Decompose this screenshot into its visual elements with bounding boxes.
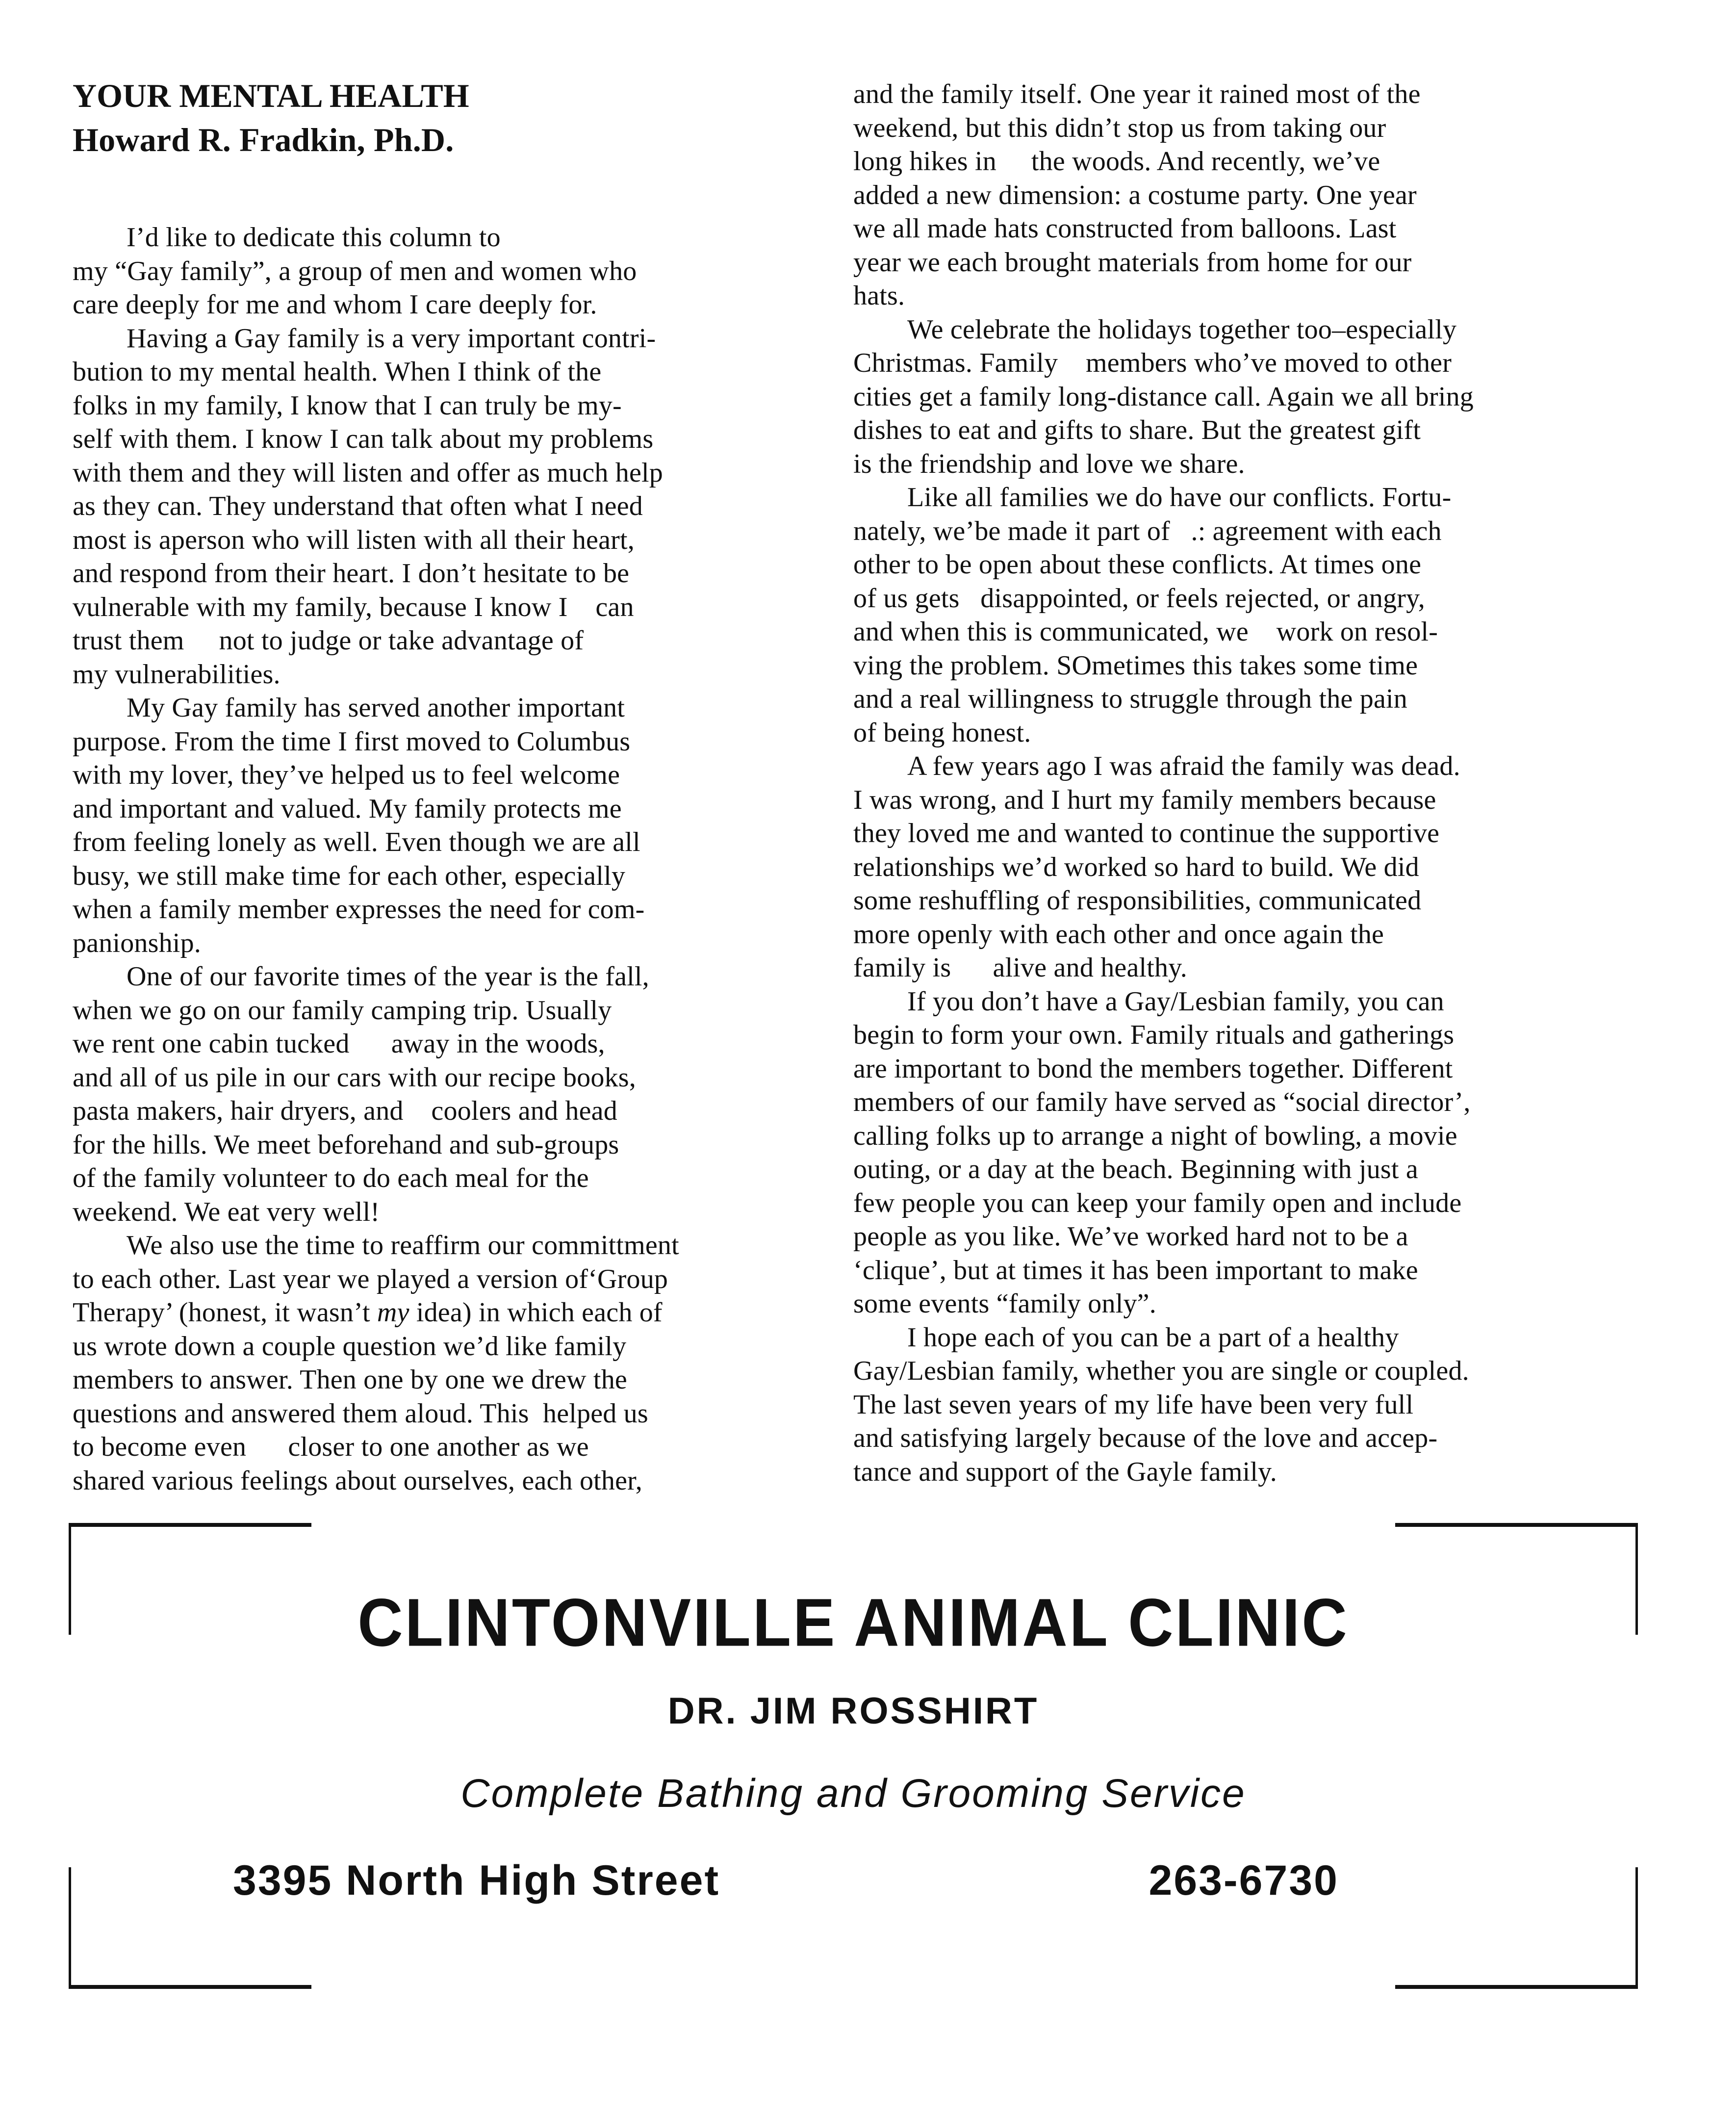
article-text-line: outing, or a day at the beach. Beginning with just a — [853, 1154, 1418, 1185]
article-text-line: my “Gay family”, a group of men and women who — [73, 256, 637, 286]
article-text-line: begin to form your own. Family rituals and gatherings — [853, 1020, 1455, 1050]
article-text-line: calling folks up to arrange a night of bowling, a movie — [853, 1120, 1457, 1151]
article-text-line: my vulnerabilities. — [73, 659, 281, 690]
article-text-line: We also use the time to reaffirm our committment — [127, 1230, 679, 1261]
article-text-line: My Gay family has served another important — [127, 693, 625, 723]
article-text-line: people as you like. We’ve worked hard not to be a — [853, 1221, 1408, 1252]
article-text-line: and a real willingness to struggle through the pain — [853, 684, 1407, 714]
article-text-line: and satisfying largely because of the love and accep- — [853, 1423, 1438, 1453]
article-text-line: and all of us pile in our cars with our recipe books, — [73, 1062, 636, 1093]
article-body-left — [73, 221, 838, 1497]
article-text-line: are important to bond the members together. Different — [853, 1053, 1453, 1084]
article-text-line: other to be open about these conflicts. At times one — [853, 549, 1422, 580]
article-text-line: when we go on our family camping trip. Usually — [73, 995, 612, 1026]
article-left-column — [73, 74, 838, 1497]
article-text-line: pasta makers, hair dryers, and coolers and head — [73, 1096, 617, 1126]
article-text-line: they loved me and wanted to continue the supportive — [853, 818, 1440, 849]
emphasized-text: my — [377, 1297, 409, 1328]
article-text-line: with my lover, they’ve helped us to feel welcome — [73, 760, 620, 790]
article-text-line: We celebrate the holidays together too–especially — [907, 314, 1457, 345]
article-text-line: and when this is communicated, we work on resol- — [853, 617, 1438, 647]
article-text-line: more openly with each other and once again the — [853, 919, 1384, 950]
section-title: YOUR MENTAL HEALTH — [73, 77, 469, 114]
article-text-line: Christmas. Family members who’ve moved to other — [853, 348, 1452, 378]
article-text-line: nately, we’be made it part of .: agreement with each — [853, 515, 1442, 546]
article-text-line: Gay/Lesbian family, whether you are single or coupled. — [853, 1356, 1469, 1386]
article-text-line: I was wrong, and I hurt my family members because — [853, 784, 1436, 815]
article-text-line: for the hills. We meet beforehand and sub-groups — [73, 1129, 619, 1160]
text-segment: idea) in which each of — [409, 1297, 663, 1328]
article-text-line: hats. — [853, 281, 905, 311]
article-text-line: year we each brought materials from home for our — [853, 247, 1412, 278]
article-text-line: folks in my family, I know that I can truly be my- — [73, 390, 622, 421]
article-text-line — [73, 1296, 838, 1330]
article-text-line: few people you can keep your family open and include — [853, 1187, 1462, 1218]
article-body-right — [853, 77, 1643, 1489]
article-text-line: some events “family only”. — [853, 1288, 1156, 1319]
article-text-line: of being honest. — [853, 717, 1031, 748]
article-text-line: I’d like to dedicate this column to — [127, 222, 501, 253]
article-text-line: when a family member expresses the need for com- — [73, 894, 645, 925]
article-text-line: and the family itself. One year it rained most of the — [853, 79, 1421, 109]
article-text-line: Having a Gay family is a very important contri- — [127, 323, 656, 354]
article-text-line: members to answer. Then one by one we drew the — [73, 1365, 627, 1395]
article-text-line: from feeling lonely as well. Even though we are all — [73, 827, 640, 857]
article-text-line: weekend. We eat very well! — [73, 1196, 380, 1227]
clinic-advertisement — [69, 1523, 1638, 1989]
article-text-line: to become even closer to one another as we — [73, 1432, 589, 1462]
article-text-line: with them and they will listen and offer as much help — [73, 457, 663, 488]
article-text-line: purpose. From the time I first moved to Columbus — [73, 726, 631, 757]
article-text-line: relationships we’d worked so hard to build. We did — [853, 851, 1419, 882]
author-byline: Howard R. Fradkin, Ph.D. — [73, 121, 454, 158]
article-text-line: ving the problem. SOmetimes this takes some time — [853, 650, 1418, 681]
article-text-line: most is aperson who will listen with all their heart, — [73, 524, 635, 555]
article-text-line: panionship. — [73, 927, 201, 958]
article-text-line: and important and valued. My family protects me — [73, 793, 622, 824]
article-text-line: shared various feelings about ourselves, each other, — [73, 1465, 642, 1496]
article-text-line: One of our favorite times of the year is the fall, — [127, 961, 649, 992]
article-text-line: dishes to eat and gifts to share. But the greatest gift — [853, 415, 1421, 445]
article-text-line: vulnerable with my family, because I know I can — [73, 592, 634, 622]
article-text-line: members of our family have served as “social director’, — [853, 1087, 1471, 1117]
article-text-line: and respond from their heart. I don’t hesitate to be — [73, 558, 630, 589]
article-text-line: Like all families we do have our conflicts. Fortu- — [907, 482, 1452, 513]
ad-service-tagline: Complete Bathing and Grooming Service — [460, 1771, 1246, 1816]
article-text-line: some reshuffling of responsibilities, communicated — [853, 885, 1422, 916]
article-text-line: as they can. They understand that often what I need — [73, 491, 643, 521]
article-text-line: of the family volunteer to do each meal for the — [73, 1163, 589, 1193]
article-text-line: questions and answered them aloud. This helped us — [73, 1398, 648, 1429]
article-right-column — [853, 77, 1643, 1489]
article-text-line: busy, we still make time for each other, especially — [73, 860, 626, 891]
ad-address: 3395 North High Street — [233, 1857, 720, 1904]
article-text-line: bution to my mental health. When I think of the — [73, 357, 602, 387]
article-text-line: If you don’t have a Gay/Lesbian family, you can — [907, 986, 1444, 1017]
article-text-line: ‘clique’, but at times it has been important to make — [853, 1255, 1418, 1286]
ad-business-name: CLINTONVILLE ANIMAL CLINIC — [357, 1585, 1349, 1661]
article-text-line: tance and support of the Gayle family. — [853, 1456, 1277, 1487]
ad-doctor-name: DR. JIM ROSSHIRT — [667, 1690, 1039, 1732]
article-text-line: of us gets disappointed, or feels rejected, or angry, — [853, 583, 1425, 614]
article-text-line: self with them. I know I can talk about my problems — [73, 424, 654, 454]
article-text-line: I hope each of you can be a part of a healthy — [907, 1322, 1399, 1353]
article-text-line: us wrote down a couple question we’d like family — [73, 1331, 627, 1362]
ad-phone-number: 263-6730 — [1149, 1857, 1339, 1904]
article-text-line: care deeply for me and whom I care deeply for. — [73, 289, 597, 320]
article-text-line: we all made hats constructed from balloons. Last — [853, 213, 1397, 244]
text-segment: Therapy’ (honest, it wasn’t — [73, 1297, 377, 1328]
article-text-line: cities get a family long-distance call. Again we all bring — [853, 381, 1474, 412]
article-text-line: weekend, but this didn’t stop us from taking our — [853, 112, 1386, 143]
article-text-line: trust them not to judge or take advantage of — [73, 625, 584, 656]
article-text-line: The last seven years of my life have been very full — [853, 1389, 1414, 1420]
ad-corner-bottom-right — [1395, 1867, 1638, 1989]
article-text-line: is the friendship and love we share. — [853, 448, 1245, 479]
article-text-line: long hikes in the woods. And recently, we’ve — [853, 146, 1380, 177]
article-text-line: A few years ago I was afraid the family was dead. — [907, 751, 1460, 781]
article-text-line: we rent one cabin tucked away in the woods, — [73, 1029, 605, 1059]
article-text-line: to each other. Last year we played a version of‘Group — [73, 1263, 668, 1294]
article-text-line: added a new dimension: a costume party. One year — [853, 180, 1417, 210]
article-text-line: family is alive and healthy. — [853, 953, 1188, 983]
